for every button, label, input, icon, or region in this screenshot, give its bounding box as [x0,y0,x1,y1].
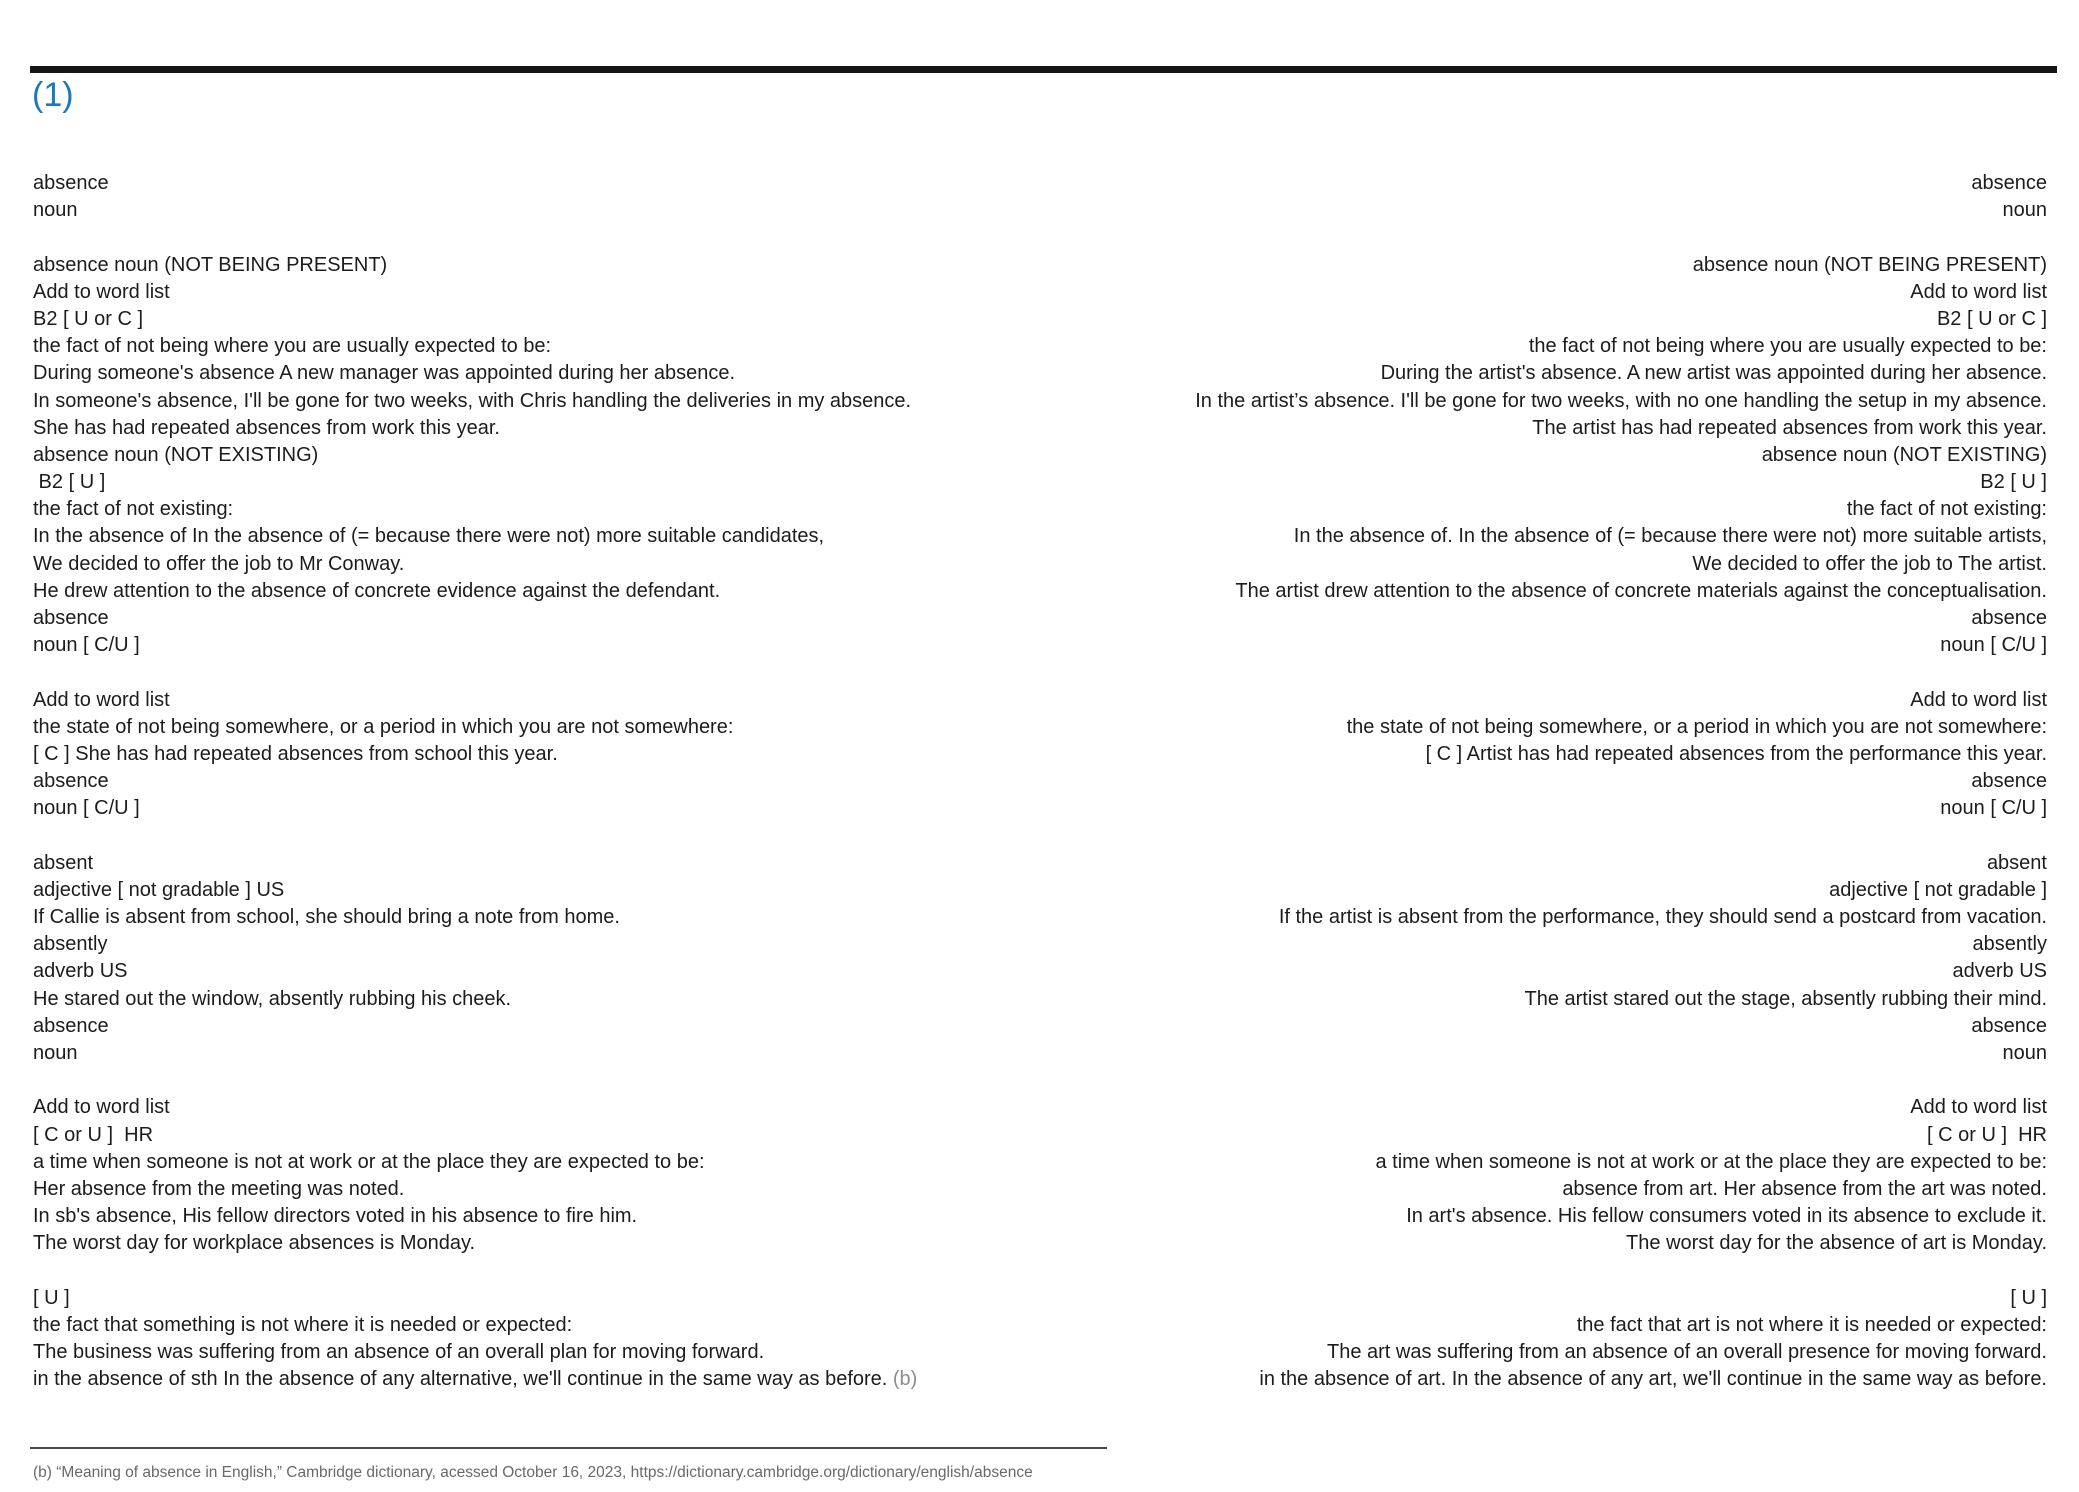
text-line: During the artist's absence. A new artist was appointed during her absence. [1380,362,2047,385]
text-line [33,823,917,850]
text-line: absence noun (NOT BEING PRESENT) [33,253,388,276]
text-line: absence [33,770,109,793]
text-line: noun [33,1042,78,1064]
text-line: The worst day for workplace absences is Monday. [33,1232,476,1255]
text-line: Add to word list [33,1096,170,1119]
dictionary-text-right-column [1195,170,2047,1393]
text-line: absence [1971,172,2047,194]
text-line: the fact of not being where you are usually expected to be: [33,335,552,358]
text-line: B2 [ U ] [33,471,106,494]
text-line: absently [33,933,108,956]
text-line: Add to word list [33,688,170,711]
text-line: the state of not being somewhere, or a period in which you are not somewhere: [1346,715,2047,738]
text-line: The worst day for the absence of art is Monday. [1626,1232,2047,1255]
text-line: noun [ C/U ] [33,634,140,657]
text-line [1195,1067,2047,1094]
text-line: absence [1971,1014,2047,1037]
text-line: in the absence of sth In the absence of any alternative, we'll continue in the same way as before. (b) [33,1368,918,1391]
text-line: He drew attention to the absence of concrete evidence against the defendant. [33,579,721,602]
text-line: [ U ] [2010,1286,2047,1309]
text-line: Add to word list [1910,688,2047,711]
text-line: absence noun (NOT EXISTING) [33,443,319,466]
text-line: Her absence from the meeting was noted. [33,1177,405,1200]
text-line: noun [ C/U ] [33,797,140,820]
text-line: absence [1971,770,2047,793]
text-line: the fact of not existing: [33,498,234,521]
text-line: In art's absence. His fellow consumers voted in its absence to exclude it. [1406,1205,2047,1228]
text-line [33,659,917,686]
text-line: B2 [ U or C ] [1936,307,2047,330]
text-line: The business was suffering from an absence of an overall plan for moving forward. [33,1341,765,1364]
text-line: noun [2002,1042,2047,1064]
text-line: In sb's absence, His fellow directors voted in his absence to fire him. [33,1205,638,1228]
citation-ref: (b) [887,1368,918,1391]
text-line: During someone's absence A new manager was appointed during her absence. [33,362,736,385]
text-line: absent [1986,851,2047,874]
top-divider-rule [30,66,2057,73]
text-line: noun [33,199,78,222]
text-line: the fact of not existing: [1846,498,2047,521]
text-line: Add to word list [33,280,170,303]
text-line: absence [1971,607,2047,629]
text-line: a time when someone is not at work or at the place they are expected to be: [1375,1150,2047,1173]
figure-number-label: (1) [32,76,74,114]
text-line: absence noun (NOT EXISTING) [1761,443,2047,466]
text-line: adjective [ not gradable ] [1829,878,2047,901]
footnote-divider-rule [30,1447,1107,1449]
text-line: adverb US [1952,960,2047,983]
text-line: If Callie is absent from school, she should bring a note from home. [33,906,620,929]
text-line: The artist has had repeated absences from work this year. [1532,416,2047,439]
text-line: absence from art. Her absence from the art was noted. [1562,1177,2047,1200]
text-line [1195,823,2047,850]
text-line: the fact of not being where you are usually expected to be: [1528,335,2047,358]
text-line: She has had repeated absences from work this year. [33,416,500,439]
text-line: Add to word list [1910,1096,2047,1119]
text-line: absence [33,1014,109,1037]
text-line: We decided to offer the job to The artist. [1692,552,2047,575]
text-line [1195,659,2047,686]
text-line: [ C ] Artist has had repeated absences from the performance this year. [1425,742,2047,765]
text-line: noun [2002,199,2047,222]
text-line: We decided to offer the job to Mr Conway. [33,552,405,575]
text-line: In someone's absence, I'll be gone for two weeks, with Chris handling the deliveries in my absence. [33,389,912,412]
text-line: B2 [ U ] [1980,471,2047,494]
text-line: noun [ C/U ] [1940,634,2047,657]
text-line: Add to word list [1910,280,2047,303]
dictionary-text-left-column [33,170,917,1393]
text-line: absent [33,851,94,874]
text-line: The artist drew attention to the absence of concrete materials against the conceptualisation. [1235,579,2047,602]
text-line: the fact that art is not where it is needed or expected: [1576,1313,2047,1336]
text-line: The artist stared out the stage, absently rubbing their mind. [1524,987,2047,1010]
text-line [1195,1258,2047,1285]
footnote-citation: (b) “Meaning of absence in English,” Cambridge dictionary, acessed October 16, 2023, https://dictionary.cambridge.org/dictionary/english/absence [33,1464,1033,1481]
text-line: In the absence of. In the absence of (= because there were not) more suitable artists, [1293,525,2047,548]
text-line [33,224,917,251]
text-line: adverb US [33,960,128,983]
text-line: [ U ] [33,1286,70,1309]
text-line: [ C or U ] HR [1926,1123,2047,1146]
text-line [1195,224,2047,251]
text-line: absence [33,172,109,194]
text-line: a time when someone is not at work or at the place they are expected to be: [33,1150,705,1173]
text-line: absence noun (NOT BEING PRESENT) [1692,253,2047,276]
text-line: The art was suffering from an absence of an overall presence for moving forward. [1327,1341,2047,1364]
text-line: noun [ C/U ] [1940,797,2047,820]
text-line [33,1067,917,1094]
text-line: In the absence of In the absence of (= because there were not) more suitable candidates, [33,525,825,548]
text-line: [ C ] She has had repeated absences from school this year. [33,742,558,765]
text-line: absently [1972,933,2047,956]
text-line: adjective [ not gradable ] US [33,878,285,901]
text-line: B2 [ U or C ] [33,307,144,330]
text-line: the state of not being somewhere, or a period in which you are not somewhere: [33,715,734,738]
text-line: in the absence of art. In the absence of any art, we'll continue in the same way as before. [1259,1368,2047,1391]
text-line: [ C or U ] HR [33,1123,154,1146]
text-line: In the artist’s absence. I'll be gone for two weeks, with no one handling the setup in my absence. [1195,389,2047,412]
text-line: He stared out the window, absently rubbing his cheek. [33,987,512,1010]
text-line: If the artist is absent from the performance, they should send a postcard from vacation. [1278,906,2047,929]
text-line: the fact that something is not where it is needed or expected: [33,1313,573,1336]
text-line: absence [33,607,109,629]
text-line [33,1258,917,1285]
